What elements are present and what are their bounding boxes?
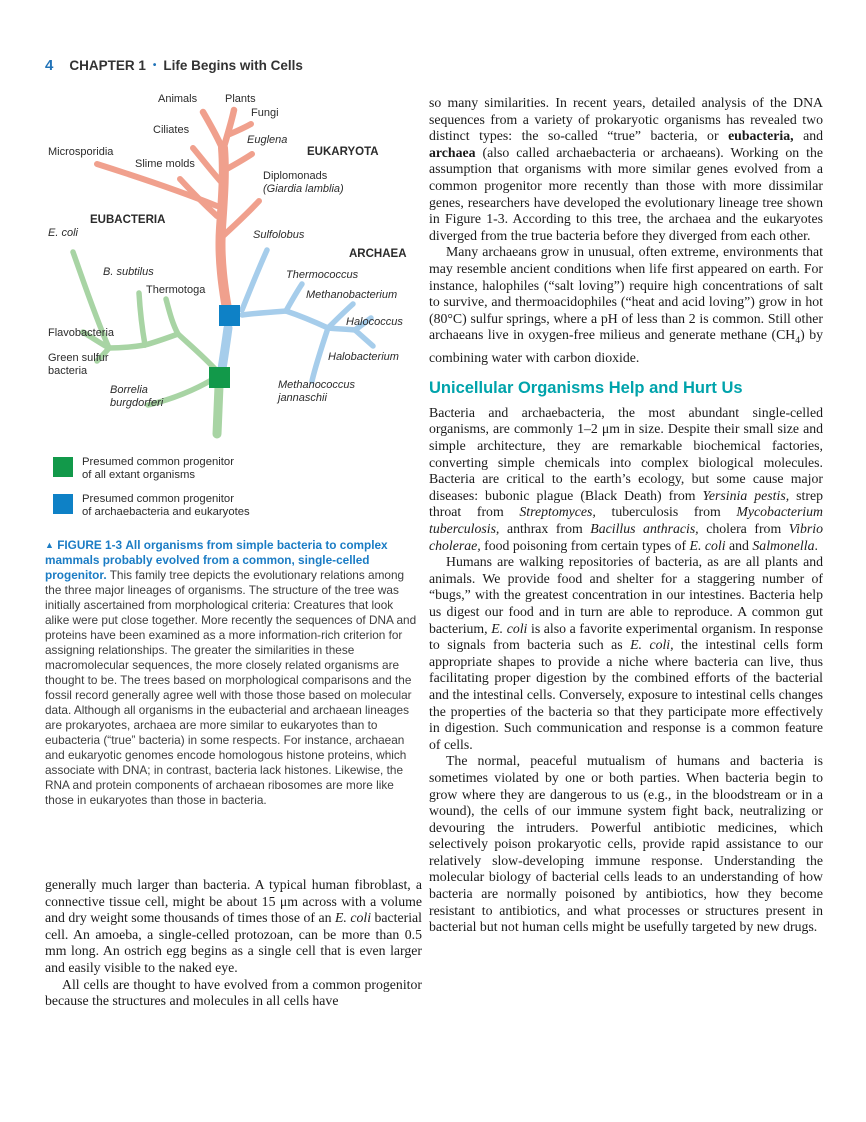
tree-label-b-subtilus: B. subtilus <box>103 266 154 278</box>
branch-b-subtilus <box>139 293 145 345</box>
legend-item-archaea-eukaryotes <box>53 493 403 519</box>
page-number: 4 <box>45 57 54 74</box>
paragraph: The normal, peaceful mutualism of humans and bacteria is sometimes violated by one or both parties. When bacteria begin to grow where they are dangerous to us (e.g., in the bloodstream or in a wound), the cells of our immune system fight back, neutralizing or devouring the intruders. Powerful antibiotic medicines, which selectively poison prokaryotic cells, provide rapid assistance to our relatively slow-developing immune response. Understanding the molecular biology of bacterial cells leads to an understanding of how bacteria are normally poisoned by antibiotics, how they become resistant to antibiotics, and what processes or structures present in bacterial but not human cells might be usefully targeted by new drugs. <box>429 753 823 935</box>
tree-label-green-sulfur-line1: Green sulfur <box>48 352 109 364</box>
caption-triangle-icon: ▲ <box>45 540 54 550</box>
tree-label-green-sulfur-line2: bacteria <box>48 365 88 377</box>
tree-label-sulfolobus: Sulfolobus <box>253 229 305 241</box>
root-stub <box>217 386 219 434</box>
tree-label-giardia: (Giardia lamblia) <box>263 183 344 195</box>
tree-label-methanobacterium: Methanobacterium <box>306 289 398 301</box>
tree-label-diplomonads: Diplomonads <box>263 170 328 182</box>
caption-bold-text: All organisms from simple bacteria to complex mammals probably evolved from a common, single-celled progenitor. <box>45 538 388 582</box>
caption-body-text: This family tree depicts the evolutionary relations among the three major lineages of organisms. The structure of the tree was initially ascertained from morphological criteria: Creatures that look alike were put close together. More recently the sequences of DNA and proteins have been examined as a more information-rich criterion for assigning relationships. The greater the similarities in these macromolecular sequences, the more closely related organisms are thought to be. The trees based on morphological comparisons and the fossil record generally agree well with those those based on molecular data. Although all organisms in the eubacterial and archaean lineages are prokaryotes, archaea are more similar to eukaryotes than to eubacteria (“true” bacteria) in some respects. For instance, archaean and eukaryotic genomes encode homologous histone proteins, which associate with DNA; in contrast, bacteria lack histones. Likewise, the RNA and protein components of archaean ribosomes are more like those in eukaryotes than those in bacteria. <box>45 568 417 807</box>
tree-label-e-coli: E. coli <box>48 227 78 239</box>
tree-label-archaea: ARCHAEA <box>349 248 407 260</box>
figure-1-3-phylogenetic-tree <box>45 88 420 460</box>
figure-legend <box>53 456 403 530</box>
archaea-stem <box>242 311 286 315</box>
branch-halobacterium <box>355 330 373 346</box>
archaea-stem-2 <box>286 311 328 328</box>
paragraph: so many similarities. In recent years, detailed analysis of the DNA sequences from a variety of prokaryotic organisms has revealed two distinct types: the so-called “true” bacteria, or eubacteria, and archaea (also called archaebacteria or archaeans). Working on the assumption that organisms with more similar genes evolved from a common progenitor more recently than those with more dissimilar genes, researchers have developed the evolutionary lineage tree shown in Figure 1-3. According to this tree, the archaea and the eukaryotes diverged from the true bacteria before they diverged from each other. <box>429 95 824 243</box>
right-column-body <box>429 95 823 936</box>
legend-item-all-organisms <box>53 456 403 482</box>
branch-sulfolobus <box>242 250 267 310</box>
paragraph: generally much larger than bacteria. A typical human fibroblast, a connective tissue cell, might be about 15 μm across with a volume and dry weight some thousands of times those of an E. coli bacterial cell. An amoeba, a single-celled protozoan, can be more than 0.5 mm long. An ostrich egg begins as a single cell that is even larger and easily visible to the naked eye. <box>45 877 423 975</box>
legend-line1: Presumed common progenitor <box>82 493 234 505</box>
eubacteria-stem <box>178 334 217 371</box>
branch-animals <box>203 112 223 150</box>
section-heading: Unicellular Organisms Help and Hurt Us <box>429 379 743 398</box>
legend-line2: of all extant organisms <box>82 469 196 481</box>
caption-figure-label: FIGURE 1-3 <box>57 538 123 552</box>
tree-label-animals: Animals <box>158 93 198 105</box>
legend-text <box>82 456 234 482</box>
progenitor-archaea-eukaryotes-node <box>219 305 240 326</box>
tree-label-methanococcus-line1: Methanococcus <box>278 379 356 391</box>
tree-label-eukaryota: EUKARYOTA <box>307 146 379 158</box>
green-square-swatch <box>53 457 73 477</box>
tree-label-halococcus: Halococcus <box>346 316 403 328</box>
node-connector <box>222 328 228 369</box>
blue-square-swatch <box>53 494 73 514</box>
branch-methanococcus <box>312 328 328 381</box>
tree-label-borrelia-line2: burgdorferi <box>110 397 164 409</box>
tree-label-fungi: Fungi <box>251 107 279 119</box>
tree-label-plants: Plants <box>225 93 256 105</box>
figure-caption <box>45 538 419 808</box>
tree-label-microsporidia: Microsporidia <box>48 146 114 158</box>
tree-label-thermococcus: Thermococcus <box>286 269 359 281</box>
tree-label-ciliates: Ciliates <box>153 124 190 136</box>
tree-label-halobacterium: Halobacterium <box>328 351 399 363</box>
branch-thermococcus <box>286 284 302 311</box>
tree-label-eubacteria: EUBACTERIA <box>90 214 166 226</box>
tree-label-methanococcus-line2: jannaschii <box>278 392 327 404</box>
legend-line1: Presumed common progenitor <box>82 456 234 468</box>
tree-label-borrelia-line1: Borrelia <box>110 384 148 396</box>
progenitor-all-organisms-node <box>209 367 230 388</box>
eubacteria-stem-2 <box>145 334 178 345</box>
paragraph: Many archaeans grow in unusual, often extreme, environments that may resemble ancient conditions when life first appeared on earth. For instance, halophiles (“salt loving”) require high concentrations of salt to survive, and thermoacidophiles (“heat and acid loving”) grow in hot (80°C) sulfur springs, where a pH of less than 2 is common. Still other archaeans live in oxygen-free milieus and generate methane $(CH_4)$ by combining water with carbon dioxide. <box>429 244 824 365</box>
branch-slime-molds <box>180 179 217 216</box>
tree-label-flavobacteria: Flavobacteria <box>48 327 115 339</box>
branch-euglena <box>225 154 252 170</box>
running-head <box>45 57 303 74</box>
legend-line2: of archaebacteria and eukaryotes <box>82 506 250 518</box>
paragraph: Humans are walking repositories of bacteria, as are all plants and animals. We provide food and shelter for a staggering number of “bugs,” with the greatest concentration in our intestines. Bacteria help us digest our food and in turn are able to reproduce. A common gut bacterium, E. coli is also a favorite experimental organism. In response to signals from bacteria such as E. coli, the intestinal cells form appropriate shapes to provide a niche where bacteria can live, thus facilitating proper digestion by the combined efforts of the bacterial and the intestinal cells. Conversely, exposure to intestinal cells changes the properties of the bacteria so that they participate more effectively in digestion. Such communication and response is a common feature of cells. <box>429 554 823 752</box>
bullet-separator: • <box>152 60 157 71</box>
paragraph: Bacteria and archaebacteria, the most abundant single-celled organisms, are commonly 1–2 μm in size. Despite their small size and simple architecture, they are remarkable biochemical factories, converting simple chemicals into complex biological molecules. Bacteria are critical to the earth’s ecology, but some cause major diseases: bubonic plague (Black Death) from Yersinia pestis, strep throat from Streptomyces, tuberculosis from Mycobacterium tuberculosis, anthrax from Bacillus anthracis, cholera from Vibrio cholerae, food poisoning from certain types of E. coli and Salmonella. <box>429 404 824 553</box>
tree-diagram <box>45 88 420 460</box>
eubacteria-stem-3 <box>109 345 145 348</box>
paragraph: All cells are thought to have evolved from a common progenitor because the structures and molecules in all cells have <box>45 976 422 1009</box>
tree-label-thermotoga: Thermotoga <box>146 284 206 296</box>
legend-text <box>82 493 250 519</box>
tree-label-slime-molds: Slime molds <box>135 158 195 170</box>
chapter-title: Life Begins with Cells <box>163 58 303 73</box>
left-column-body <box>45 877 422 1010</box>
chapter-label: CHAPTER 1 <box>69 58 146 73</box>
branch-thermotoga <box>166 299 178 334</box>
tree-label-euglena: Euglena <box>247 134 288 146</box>
